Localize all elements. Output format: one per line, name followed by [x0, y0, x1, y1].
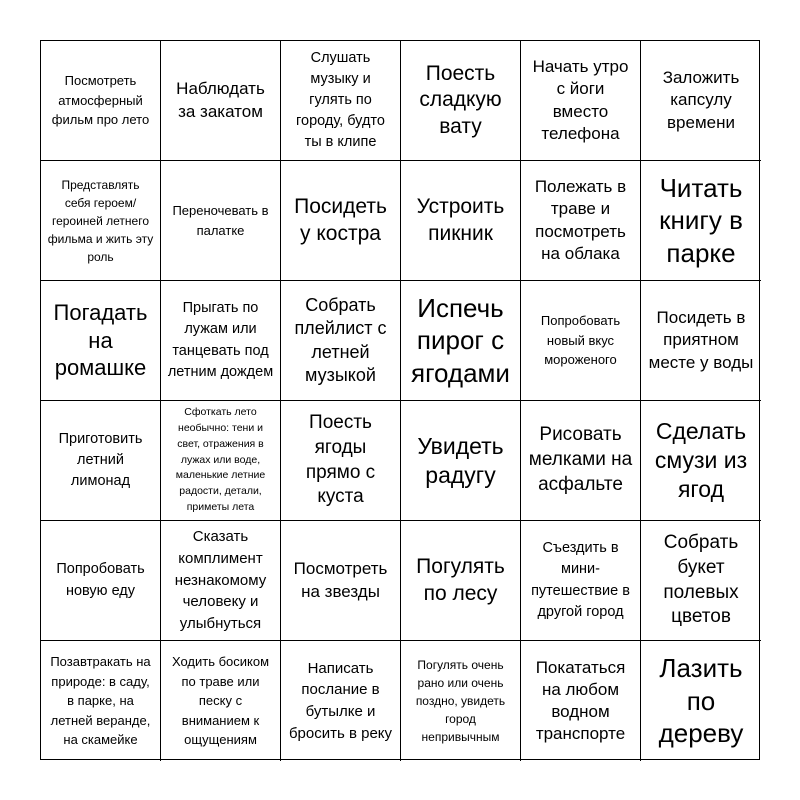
bingo-cell[interactable] [281, 161, 401, 281]
cell-text: Посидеть в приятном месте у воды [648, 308, 754, 372]
bingo-cell[interactable] [401, 641, 521, 761]
bingo-cell[interactable] [161, 41, 281, 161]
cell-text: Посидеть у костра [294, 195, 387, 245]
bingo-cell[interactable] [161, 281, 281, 401]
bingo-cell[interactable] [41, 161, 161, 281]
cell-text: Написать послание в бутылке и бросить в реку [288, 659, 393, 742]
bingo-cell[interactable] [161, 641, 281, 761]
cell-text: Поесть сладкую вату [419, 62, 502, 138]
cell-text: Увидеть радугу [417, 432, 504, 488]
cell-text: Слушать музыку и гулять по городу, будто ты в клипе [296, 49, 385, 151]
cell-text: Лазить по дереву [658, 653, 744, 749]
cell-text: Представлять себя героем/ героиней летнего фильма и жить эту роль [47, 177, 154, 264]
bingo-cell[interactable] [41, 41, 161, 161]
cell-text: Устроить пикник [416, 195, 505, 245]
cell-text: Собрать плейлист с летней музыкой [294, 294, 387, 385]
bingo-cell[interactable] [281, 641, 401, 761]
cell-text: Посмотреть на звезды [293, 559, 388, 601]
cell-text: Заложить капсулу времени [662, 68, 740, 132]
bingo-cell[interactable] [161, 401, 281, 521]
bingo-cell[interactable] [161, 161, 281, 281]
cell-text: Собрать букет полевых цветов [663, 532, 739, 628]
cell-text: Приготовить летний лимонад [58, 430, 143, 489]
bingo-cell[interactable] [161, 521, 281, 641]
cell-text: Наблюдать за закатом [176, 79, 265, 121]
cell-text: Попробовать новый вкус мороженого [540, 313, 621, 368]
bingo-cell[interactable] [401, 281, 521, 401]
bingo-cell[interactable] [641, 161, 761, 281]
cell-text: Погадать на ромашке [53, 300, 148, 381]
bingo-cell[interactable] [401, 41, 521, 161]
cell-text: Сказать комплимент незнакомому человеку и улыбнуться [174, 528, 267, 633]
bingo-cell[interactable] [521, 521, 641, 641]
bingo-cell[interactable] [41, 281, 161, 401]
cell-text: Покататься на любом водном транспорте [535, 657, 626, 744]
bingo-cell[interactable] [401, 521, 521, 641]
bingo-cell[interactable] [641, 281, 761, 401]
cell-text: Погулять по лесу [416, 555, 505, 605]
cell-text: Испечь пирог с ягодами [411, 292, 510, 388]
bingo-cell[interactable] [281, 41, 401, 161]
bingo-cell[interactable] [521, 161, 641, 281]
bingo-cell[interactable] [521, 401, 641, 521]
cell-text: Читать книгу в парке [659, 172, 743, 268]
cell-text: Посмотреть атмосферный фильм про лето [51, 73, 150, 128]
bingo-board [40, 40, 760, 760]
bingo-cell[interactable] [641, 401, 761, 521]
cell-text: Сделать смузи из ягод [654, 418, 748, 502]
bingo-cell[interactable] [521, 641, 641, 761]
cell-text: Попробовать новую еду [56, 561, 145, 599]
bingo-cell[interactable] [41, 401, 161, 521]
bingo-cell[interactable] [401, 401, 521, 521]
cell-text: Погулять очень рано или очень поздно, увидеть город непривычным [415, 658, 506, 744]
cell-text: Поесть ягоды прямо с куста [305, 412, 376, 508]
bingo-cell[interactable] [521, 41, 641, 161]
cell-text: Съездить в мини-путешествие в другой город [531, 540, 630, 620]
bingo-cell[interactable] [401, 161, 521, 281]
cell-text: Прыгать по лужам или танцевать под летним дождем [167, 300, 274, 380]
bingo-cell[interactable] [281, 401, 401, 521]
cell-text: Сфоткать лето необычно: тени и свет, отражения в лужах или воде, маленькие летние радости, детали, приметы лета [175, 406, 266, 513]
bingo-cell[interactable] [41, 521, 161, 641]
bingo-cell[interactable] [281, 521, 401, 641]
bingo-cell[interactable] [521, 281, 641, 401]
cell-text: Начать утро с йоги вместо телефона [532, 57, 629, 143]
bingo-cell[interactable] [641, 41, 761, 161]
bingo-cell[interactable] [41, 641, 161, 761]
cell-text: Полежать в траве и посмотреть на облака [534, 177, 627, 263]
cell-text: Позавтракать на природе: в саду, в парке, на летней веранде, на скамейке [50, 654, 151, 748]
bingo-cell[interactable] [281, 281, 401, 401]
bingo-cell[interactable] [641, 641, 761, 761]
cell-text: Рисовать мелками на асфальте [528, 424, 633, 495]
bingo-cell[interactable] [641, 521, 761, 641]
cell-text: Переночевать в палатке [172, 203, 269, 238]
cell-text: Ходить босиком по траве или песку с вниманием к ощущениям [171, 654, 270, 748]
